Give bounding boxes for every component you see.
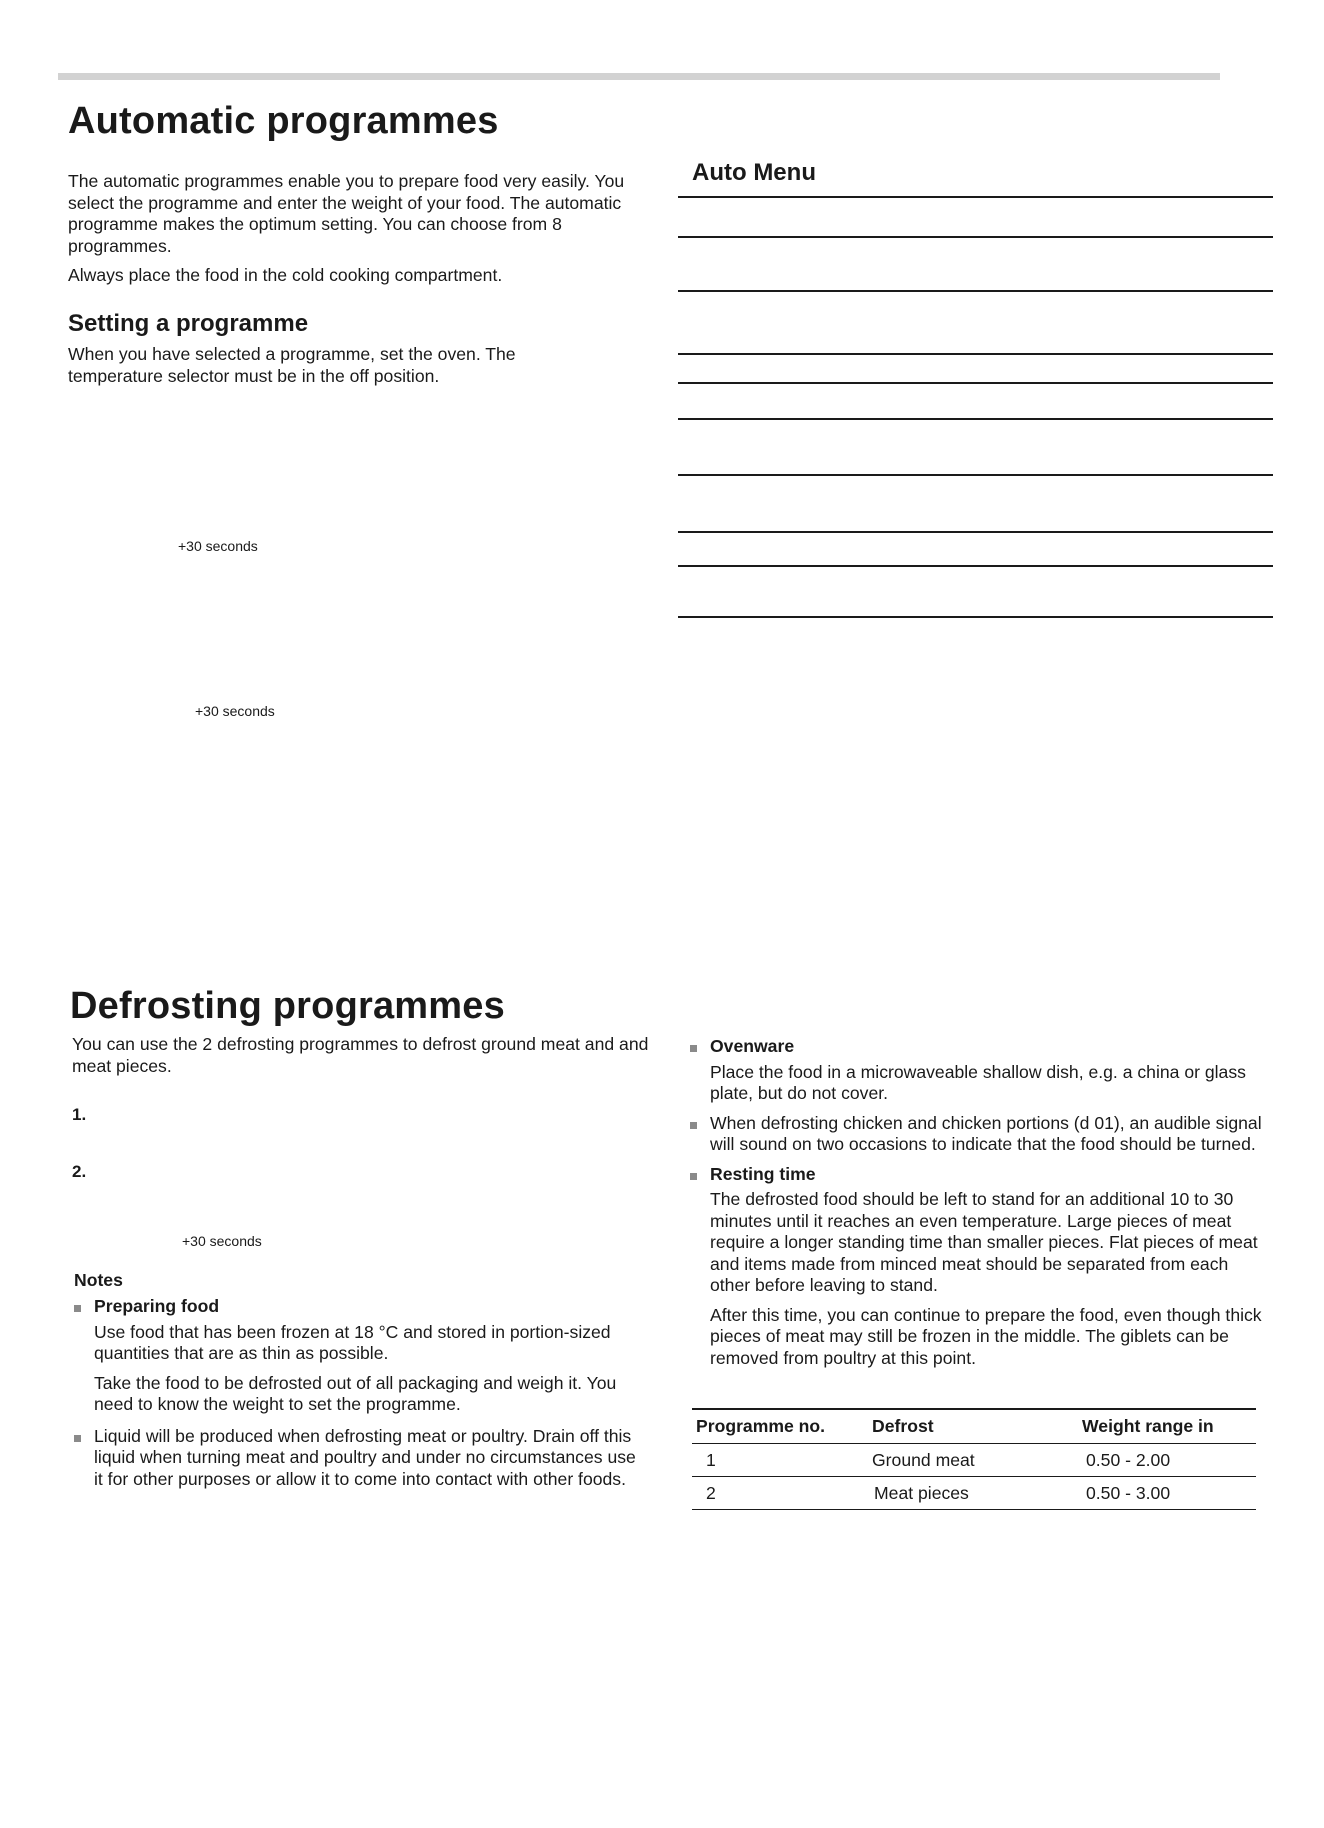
table-row bbox=[692, 1444, 1256, 1477]
notes-heading: Notes bbox=[74, 1270, 123, 1290]
note-resting-time bbox=[688, 1164, 1268, 1370]
time-label-2: +30 seconds bbox=[195, 703, 275, 719]
intro-block bbox=[68, 171, 638, 295]
auto-menu-rule bbox=[678, 382, 1273, 384]
step-number-2: 2. bbox=[72, 1162, 87, 1181]
table-cell: Ground meat bbox=[872, 1444, 1068, 1477]
note-text: The defrosted food should be left to stand for an additional 10 to 30 minutes until it reaches an even temperature. Large pieces of meat require a longer standing time than smaller pieces. Flat pieces of meat and items made from minced meat should be separated from each other before leaving to stand. bbox=[710, 1189, 1258, 1295]
table-header-row bbox=[692, 1410, 1256, 1444]
table-header: Defrost bbox=[872, 1410, 1068, 1444]
auto-menu-rule bbox=[678, 236, 1273, 238]
auto-menu-rule bbox=[678, 290, 1273, 292]
note-chicken bbox=[688, 1113, 1268, 1156]
auto-menu-rule bbox=[678, 353, 1273, 355]
auto-menu-rule bbox=[678, 531, 1273, 533]
auto-menu-rule bbox=[678, 474, 1273, 476]
note-text: Take the food to be defrosted out of all packaging and weigh it. You need to know the weight to set the programme. bbox=[94, 1372, 617, 1414]
defrost-title: Defrosting programmes bbox=[70, 985, 505, 1027]
setting-heading: Setting a programme bbox=[68, 310, 309, 337]
auto-menu-rule bbox=[678, 616, 1273, 618]
defrost-table-wrap bbox=[692, 1410, 1256, 1510]
page-title: Automatic programmes bbox=[68, 100, 499, 142]
table-cell: 2 bbox=[692, 1477, 872, 1510]
defrost-intro: You can use the 2 defrosting programmes to defrost ground meat and and meat pieces. bbox=[72, 1034, 649, 1076]
table-header: Programme no. bbox=[692, 1410, 872, 1444]
auto-menu-rule bbox=[678, 565, 1273, 567]
note-title: Ovenware bbox=[710, 1036, 795, 1056]
top-divider bbox=[58, 73, 1220, 80]
defrost-table bbox=[692, 1410, 1256, 1510]
setting-text: When you have selected a programme, set the oven. The temperature selector must be in the off position. bbox=[68, 344, 516, 386]
table-cell: 0.50 - 3.00 bbox=[1068, 1477, 1256, 1510]
table-row bbox=[692, 1477, 1256, 1510]
notes-right-column bbox=[688, 1036, 1268, 1377]
note-text: Place the food in a microwaveable shallow dish, e.g. a china or glass plate, but do not cover. bbox=[710, 1061, 1246, 1103]
table-cell: 1 bbox=[692, 1444, 872, 1477]
auto-menu-rule bbox=[678, 418, 1273, 420]
note-title: Preparing food bbox=[94, 1296, 220, 1316]
table-cell: 0.50 - 2.00 bbox=[1068, 1444, 1256, 1477]
table-cell: Meat pieces bbox=[872, 1477, 1068, 1510]
intro-paragraph-1: The automatic programmes enable you to prepare food very easily. You select the programme and enter the weight of your food. The automatic programme makes the optimum setting. You can choose from 8 programmes. bbox=[68, 171, 625, 256]
notes-left-column bbox=[72, 1296, 642, 1496]
note-title: Resting time bbox=[710, 1163, 816, 1184]
note-text: Liquid will be produced when defrosting meat or poultry. Drain off this liquid when turning meat and poultry and under no circumstances use it for other purposes or allow it to come into contact with other foods. bbox=[94, 1425, 636, 1489]
note-text: After this time, you can continue to prepare the food, even though thick pieces of meat may still be frozen in the middle. The giblets can be removed from poultry at this point. bbox=[710, 1304, 1262, 1368]
step-number-1: 1. bbox=[72, 1105, 87, 1124]
note-ovenware bbox=[688, 1036, 1268, 1105]
auto-menu-rule bbox=[678, 196, 1273, 198]
note-preparing-food bbox=[72, 1296, 642, 1416]
note-liquid bbox=[72, 1426, 642, 1491]
table-header: Weight range in bbox=[1068, 1410, 1256, 1444]
intro-paragraph-2: Always place the food in the cold cooking compartment. bbox=[68, 265, 503, 285]
note-text: When defrosting chicken and chicken portions (d 01), an audible signal will sound on two occasions to indicate that the food should be turned. bbox=[710, 1112, 1262, 1154]
note-text: Use food that has been frozen at 18 °C and stored in portion-sized quantities that are as thin as possible. bbox=[94, 1321, 611, 1363]
auto-menu-heading: Auto Menu bbox=[692, 159, 816, 186]
defrost-time-label: +30 seconds bbox=[182, 1233, 262, 1249]
time-label-1: +30 seconds bbox=[178, 538, 258, 554]
